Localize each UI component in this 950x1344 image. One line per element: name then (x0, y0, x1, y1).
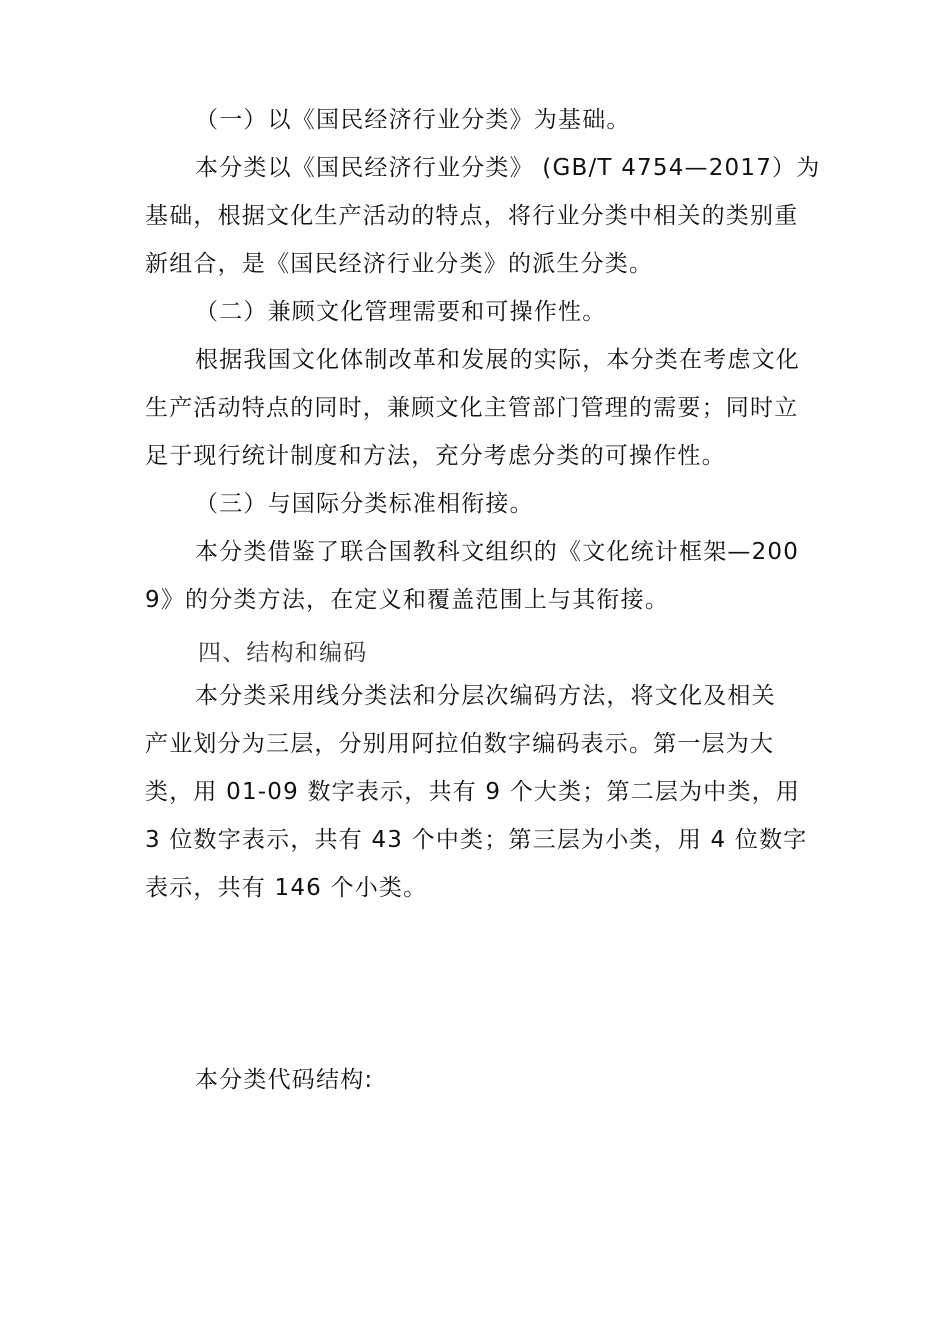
paragraph-line: 3 位数字表示，共有 43 个中类；第三层为小类，用 4 位数字 (145, 827, 808, 853)
paragraph-line: 本分类采用线分类法和分层次编码方法，将文化及相关 (195, 683, 776, 709)
code-structure-label: 本分类代码结构: (195, 1067, 374, 1093)
subheading-management: （二）兼顾文化管理需要和可操作性。 (195, 299, 607, 325)
subheading-basis: （一）以《国民经济行业分类》为基础。 (195, 107, 631, 133)
section-heading: 四、结构和编码 (198, 640, 368, 666)
paragraph-line: 表示，共有 146 个小类。 (145, 875, 428, 901)
paragraph-line: 根据我国文化体制改革和发展的实际，本分类在考虑文化 (195, 347, 800, 373)
paragraph-line: 足于现行统计制度和方法，充分考虑分类的可操作性。 (145, 443, 726, 469)
paragraph-line: 基础，根据文化生产活动的特点，将行业分类中相关的类别重 (145, 203, 799, 229)
paragraph-line: 本分类以《国民经济行业分类》 (GB/T 4754—2017）为 (195, 155, 821, 181)
paragraph-line: 类，用 01-09 数字表示，共有 9 个大类；第二层为中类，用 (145, 779, 801, 805)
paragraph-line: 生产活动特点的同时，兼顾文化主管部门管理的需要；同时立 (145, 395, 799, 421)
paragraph-line: 9》的分类方法，在定义和覆盖范围上与其衔接。 (145, 587, 670, 613)
paragraph-line: 产业划分为三层，分别用阿拉伯数字编码表示。第一层为大 (145, 731, 775, 757)
paragraph-line: 新组合，是《国民经济行业分类》的派生分类。 (145, 251, 654, 277)
paragraph-line: 本分类借鉴了联合国教科文组织的《文化统计框架—200 (195, 539, 800, 565)
subheading-international: （三）与国际分类标准相衔接。 (195, 491, 534, 517)
